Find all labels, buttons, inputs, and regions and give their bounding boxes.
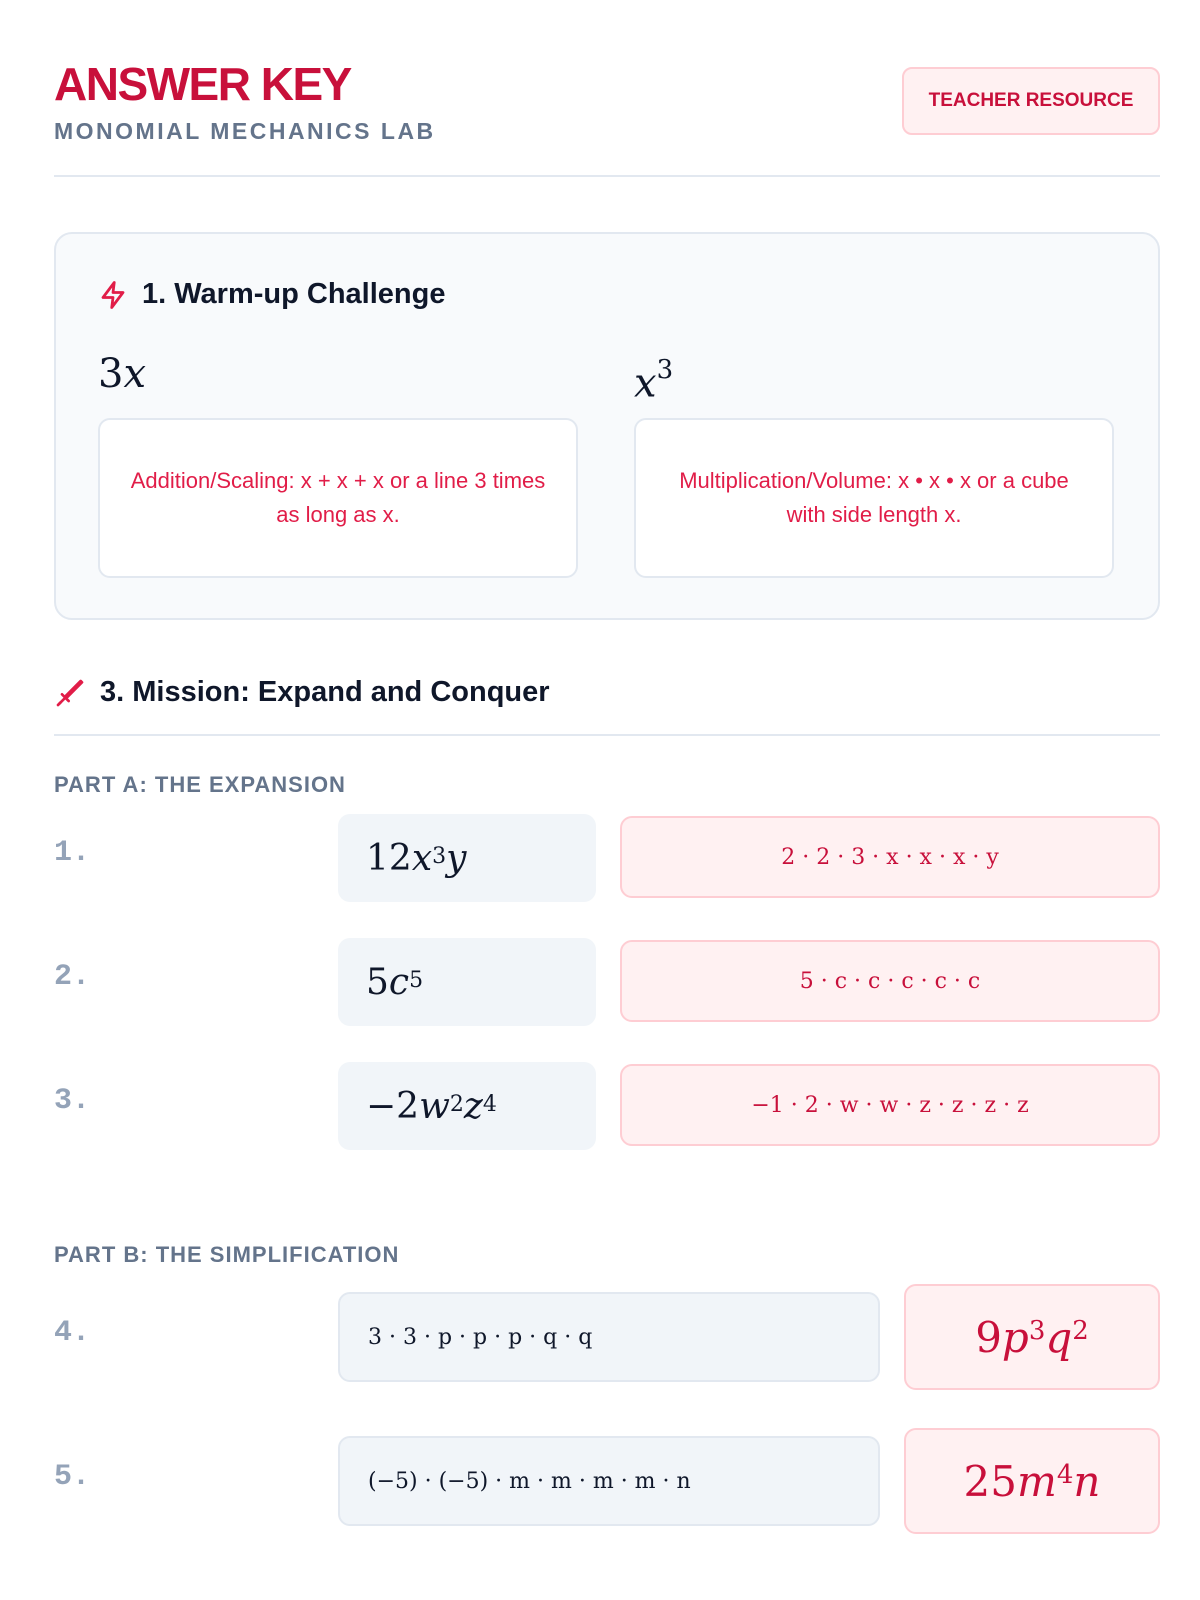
part-b-label: PART B: THE SIMPLIFICATION [54, 1242, 400, 1267]
expansion-answer: −1 · 2 · w · w · z · z · z · z [620, 1064, 1160, 1146]
warmup-answer-left: Addition/Scaling: x + x + x or a line 3 times as long as x. [98, 418, 578, 578]
teacher-resource-badge: TEACHER RESOURCE [902, 67, 1160, 135]
warmup-right-column [634, 346, 1114, 578]
item-number: 2. [54, 960, 91, 994]
page-title: ANSWER KEY [54, 58, 351, 110]
simplification-answer: 9 p $^3$ q $^2$ [904, 1284, 1160, 1390]
lightning-icon [98, 279, 128, 311]
expansion-answer: 2 · 2 · 3 · x · x · x · y [620, 816, 1160, 898]
item-number: 4. [54, 1316, 91, 1350]
simplification-question: (−5) · (−5) · m · m · m · m · n [338, 1436, 880, 1526]
warmup-expression-right: $x^3$ [634, 355, 674, 407]
item-number: 1. [54, 836, 91, 870]
expansion-answer: 5 · c · c · c · c · c [620, 940, 1160, 1022]
sword-icon [54, 677, 86, 709]
header-divider [54, 175, 1160, 177]
mission-divider [54, 734, 1160, 736]
expansion-question: 12 x $^3$ y [338, 814, 596, 902]
warmup-left-column [98, 346, 578, 578]
warmup-heading-text: 1. Warm-up Challenge [142, 278, 446, 310]
simplification-question: 3 · 3 · p · p · p · q · q [338, 1292, 880, 1382]
mission-heading [54, 676, 550, 709]
warmup-heading [98, 278, 445, 311]
item-number: 3. [54, 1084, 91, 1118]
expansion-question: −2 w $^2$ z $^4$ [338, 1062, 596, 1150]
warmup-card [54, 232, 1160, 620]
simplification-answer: 25 m $^4$ n [904, 1428, 1160, 1534]
page-header [54, 58, 1160, 178]
page-subtitle: MONOMIAL MECHANICS LAB [54, 118, 436, 144]
mission-heading-text: 3. Mission: Expand and Conquer [100, 676, 550, 708]
warmup-expression-left: 3x [98, 351, 147, 397]
item-number: 5. [54, 1460, 91, 1494]
expansion-question: 5 c $^5$ [338, 938, 596, 1026]
part-a-label: PART A: THE EXPANSION [54, 772, 346, 797]
warmup-answer-right: Multiplication/Volume: x • x • x or a cube with side length x. [634, 418, 1114, 578]
